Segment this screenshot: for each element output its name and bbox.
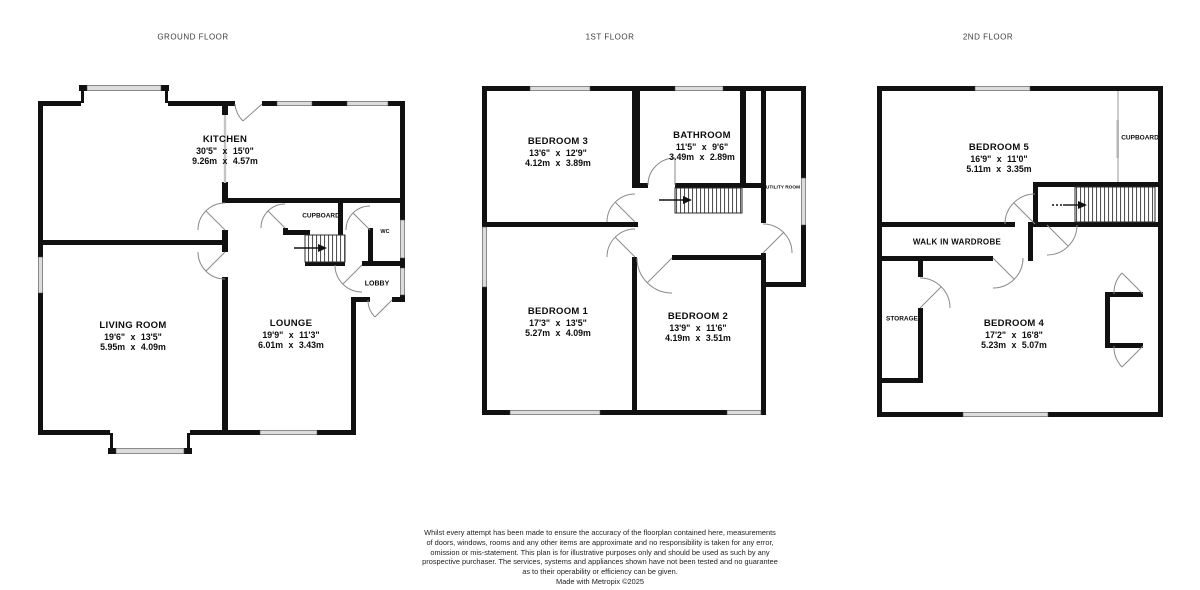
room-dims-metric: 4.12m x 3.89m bbox=[525, 157, 591, 168]
room-dims-metric: 5.95m x 4.09m bbox=[100, 341, 166, 352]
disclaimer-line: of doors, windows, rooms and any other items are approximate and no responsibility is taken for any error, bbox=[426, 537, 774, 547]
room-dims-imperial: 19'9" x 11'3" bbox=[262, 329, 320, 340]
bedroom-5-label bbox=[966, 142, 1031, 175]
disclaimer-line: prospective purchaser. The services, systems and appliances shown have not been tested and no guarantee bbox=[422, 557, 778, 567]
second-floor-title: 2ND FLOOR bbox=[962, 32, 1014, 42]
room-dims-imperial: 13'9" x 11'6" bbox=[669, 322, 727, 333]
room-dims-imperial: 17'2" x 16'8" bbox=[985, 329, 1043, 340]
bathroom-label bbox=[669, 130, 735, 163]
kitchen-label bbox=[192, 134, 258, 167]
cupboard-label: CUPBOARD bbox=[302, 212, 340, 220]
room-dims-metric: 4.19m x 3.51m bbox=[665, 332, 731, 343]
room-dims-metric: 5.23m x 5.07m bbox=[981, 339, 1047, 350]
ground-floor-bay-windows bbox=[79, 85, 192, 454]
room-dims-metric: 5.27m x 4.09m bbox=[525, 327, 591, 338]
disclaimer-line: omission or mis-statement. This plan is for illustrative purposes only and should be used as such by any bbox=[430, 547, 770, 557]
room-name: BEDROOM 1 bbox=[527, 305, 589, 317]
room-dims-imperial: 30'5" x 15'0" bbox=[196, 145, 254, 156]
utility-room-label: UTILITY ROOM bbox=[765, 185, 801, 191]
room-name: BEDROOM 4 bbox=[983, 317, 1045, 329]
living-room-label bbox=[99, 320, 166, 353]
room-dims-imperial: 13'6" x 12'9" bbox=[529, 147, 587, 158]
metropix-credit: Made with Metropix ©2025 bbox=[555, 576, 645, 586]
room-name: KITCHEN bbox=[202, 133, 248, 145]
room-dims-imperial: 11'5" x 9'6" bbox=[675, 141, 729, 152]
room-name: LOUNGE bbox=[269, 317, 313, 329]
second-floor-walls bbox=[877, 86, 1163, 417]
room-name: BATHROOM bbox=[673, 129, 731, 141]
disclaimer-line: as to their operability or efficiency can be given. bbox=[522, 567, 678, 577]
second-floor-staircase bbox=[1052, 187, 1155, 222]
first-floor-title: 1ST FLOOR bbox=[585, 32, 635, 42]
room-name: BEDROOM 3 bbox=[527, 135, 589, 147]
bedroom-1-label bbox=[525, 306, 591, 339]
disclaimer-text bbox=[422, 528, 778, 587]
second-floor-plan bbox=[877, 86, 1163, 417]
room-dims-metric: 6.01m x 3.43m bbox=[258, 339, 324, 350]
second-floor-windows bbox=[963, 87, 1048, 417]
cupboard-partition bbox=[1117, 91, 1120, 182]
disclaimer-line: Whilst every attempt has been made to ensure the accuracy of the floorplan contained here, measurements bbox=[424, 528, 776, 537]
room-dims-metric: 3.49m x 2.89m bbox=[669, 151, 735, 162]
bedroom-3-label bbox=[525, 136, 591, 169]
room-dims-metric: 5.11m x 3.35m bbox=[966, 163, 1032, 174]
room-name: LIVING ROOM bbox=[99, 319, 167, 331]
lounge-label bbox=[258, 318, 324, 351]
room-name: BEDROOM 2 bbox=[667, 310, 729, 322]
bedroom-2-label bbox=[665, 311, 731, 344]
room-dims-imperial: 19'6" x 13'5" bbox=[104, 331, 162, 342]
room-dims-imperial: 16'9" x 11'0" bbox=[970, 153, 1028, 164]
room-dims-imperial: 17'3" x 13'5" bbox=[529, 317, 587, 328]
room-dims-metric: 9.26m x 4.57m bbox=[192, 155, 258, 166]
ground-floor-staircase bbox=[294, 235, 345, 262]
walk-in-wardrobe-label: WALK IN WARDROBE bbox=[912, 237, 1002, 247]
storage-label: STORAGE bbox=[885, 315, 919, 323]
ground-floor-title: GROUND FLOOR bbox=[157, 32, 229, 42]
lobby-label: LOBBY bbox=[364, 280, 390, 288]
wc-label: WC bbox=[380, 229, 390, 235]
first-floor-staircase bbox=[659, 188, 742, 213]
cupboard-2-label: CUPBOARD bbox=[1121, 134, 1159, 142]
room-name: BEDROOM 5 bbox=[968, 141, 1030, 153]
bedroom-4-label bbox=[981, 318, 1047, 351]
